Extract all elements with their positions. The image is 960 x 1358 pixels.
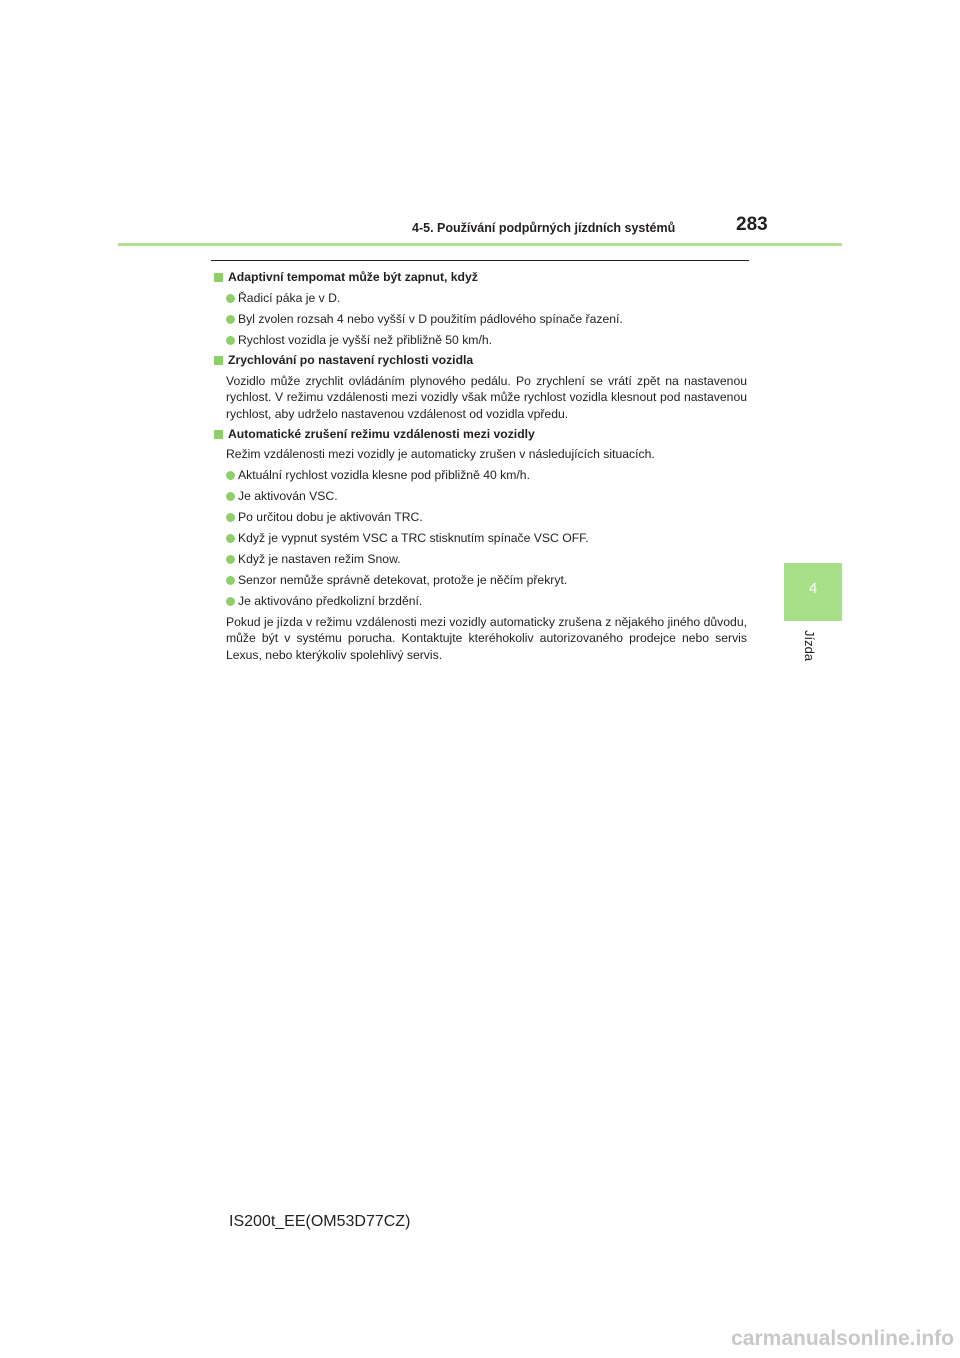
section-heading — [211, 426, 747, 443]
circle-bullet-icon — [226, 471, 235, 480]
list-item-text: Aktuální rychlost vozidla klesne pod přibližně 40 km/h. — [238, 468, 530, 482]
list-item — [226, 530, 747, 547]
header-title: 4-5. Používání podpůrných jízdních systémů — [412, 221, 676, 235]
section-heading-text: Zrychlování po nastavení rychlosti vozidla — [228, 353, 474, 367]
list-item — [226, 593, 747, 610]
chapter-label: Jízda — [802, 630, 817, 662]
list-item — [226, 311, 747, 328]
section-heading — [211, 352, 747, 369]
list-item-text: Po určitou dobu je aktivován TRC. — [238, 510, 423, 524]
circle-bullet-icon — [226, 597, 235, 606]
circle-bullet-icon — [226, 555, 235, 564]
circle-bullet-icon — [226, 513, 235, 522]
list-item — [226, 488, 747, 505]
page-number: 283 — [736, 214, 768, 235]
list-item-text: Řadicí páka je v D. — [238, 291, 341, 305]
footer-manual-code: IS200t_EE(OM53D77CZ) — [229, 1213, 411, 1230]
chapter-tab[interactable] — [784, 563, 842, 621]
paragraph: Režim vzdálenosti mezi vozidly je automaticky zrušen v následujících situacích. — [226, 447, 655, 461]
section-heading-text: Automatické zrušení režimu vzdálenosti mezi vozidly — [228, 426, 535, 441]
header-divider — [118, 243, 842, 246]
circle-bullet-icon — [226, 294, 235, 303]
section-heading — [211, 269, 747, 286]
circle-bullet-icon — [226, 576, 235, 585]
chapter-number: 4 — [808, 580, 818, 597]
circle-bullet-icon — [226, 336, 235, 345]
watermark[interactable]: carmanualsonline.info — [731, 1327, 954, 1350]
list-item-text: Byl zvolen rozsah 4 nebo vyšší v D použitím pádlového spínače řazení. — [238, 312, 623, 326]
square-bullet-icon — [214, 273, 223, 282]
list-item-text: Je aktivován VSC. — [238, 489, 338, 503]
circle-bullet-icon — [226, 492, 235, 501]
list-item — [226, 572, 747, 589]
list-item-text: Když je vypnut systém VSC a TRC stisknutím spínače VSC OFF. — [238, 531, 589, 545]
list-item-text: Je aktivováno předkolizní brzdění. — [238, 594, 423, 608]
square-bullet-icon — [214, 356, 223, 365]
paragraph: Pokud je jízda v režimu vzdálenosti mezi vozidly automaticky zrušena z nějakého jiného důvodu, může být v systému porucha. Kontaktujte kteréhokoliv autorizovaného prodejce nebo servis Lexus, nebo kterýkoliv spolehlivý servis. — [226, 614, 747, 662]
list-item-text: Když je nastaven režim Snow. — [238, 552, 401, 566]
content-divider — [211, 260, 749, 261]
list-item-text: Senzor nemůže správně detekovat, protože je něčím překryt. — [238, 573, 568, 587]
circle-bullet-icon — [226, 534, 235, 543]
list-item — [226, 332, 747, 349]
list-item — [226, 551, 747, 568]
page-content — [211, 269, 747, 663]
list-item — [226, 467, 747, 484]
square-bullet-icon — [214, 430, 223, 439]
section-heading-text: Adaptivní tempomat může být zapnut, když — [228, 270, 478, 284]
paragraph: Vozidlo může zrychlit ovládáním plynového pedálu. Po zrychlení se vrátí zpět na nastavenou rychlost. V režimu vzdálenosti mezi vozidly však může rychlost vozidla klesnout pod nastavenou rychlost, aby udrželo nastavenou vzdálenost od vozidla vpředu. — [226, 373, 747, 421]
circle-bullet-icon — [226, 315, 235, 324]
list-item — [226, 290, 747, 307]
list-item — [226, 509, 747, 526]
list-item-text: Rychlost vozidla je vyšší než přibližně 50 km/h. — [238, 333, 493, 347]
